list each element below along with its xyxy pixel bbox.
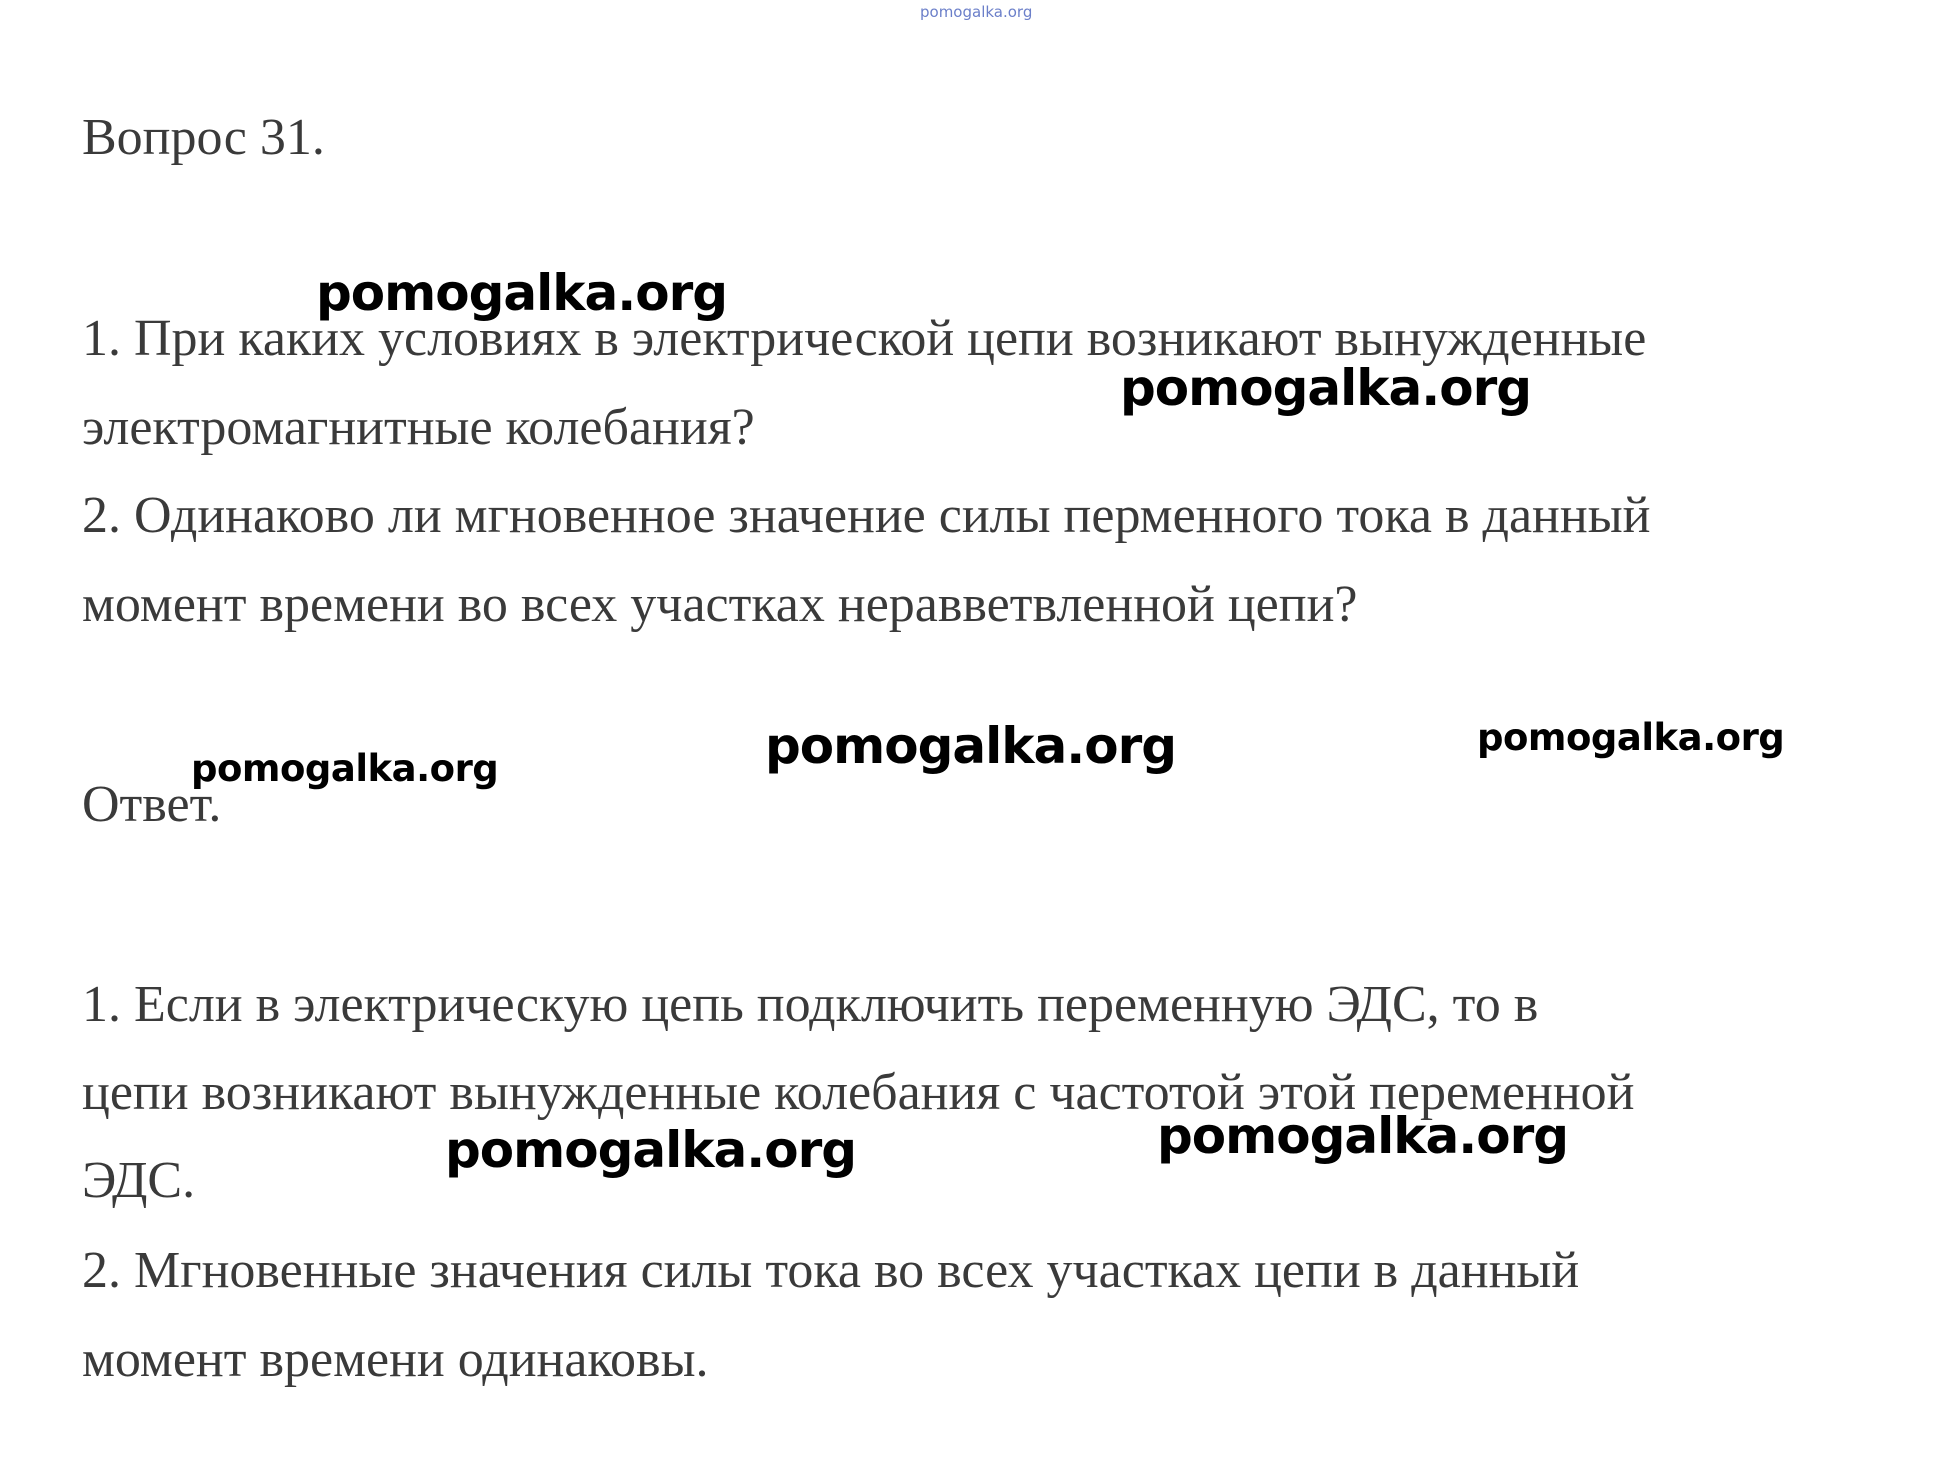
question-line-4: момент времени во всех участках неравветвленной цепи? (82, 576, 1358, 633)
question-line-2: электромагнитные колебания? (82, 399, 755, 456)
answer-line-2: цепи возникают вынужденные колебания с частотой этой переменной (82, 1064, 1635, 1121)
answer-line-4: 2. Мгновенные значения силы тока во всех участках цепи в данный (82, 1242, 1580, 1299)
question-line-1: 1. При каких условиях в электрической цепи возникают вынужденные (82, 310, 1647, 367)
question-title: Вопрос 31. (82, 109, 325, 166)
watermark-4: pomogalka.org (1477, 716, 1785, 759)
answer-title: Ответ. (82, 776, 222, 833)
watermark-5: pomogalka.org (191, 747, 499, 790)
watermark-3: pomogalka.org (765, 717, 1177, 775)
watermark-1: pomogalka.org (316, 264, 728, 322)
answer-line-5: момент времени одинаковы. (82, 1331, 709, 1388)
watermark-2: pomogalka.org (1120, 359, 1532, 417)
question-line-3: 2. Одинаково ли мгновенное значение силы перменного тока в данный (82, 487, 1651, 544)
watermark-7: pomogalka.org (1157, 1107, 1569, 1165)
answer-line-1: 1. Если в электрическую цепь подключить переменную ЭДС, то в (82, 976, 1539, 1033)
answer-line-3: ЭДС. (82, 1152, 196, 1209)
watermark-6: pomogalka.org (445, 1121, 857, 1179)
header-watermark: pomogalka.org (920, 3, 1033, 21)
